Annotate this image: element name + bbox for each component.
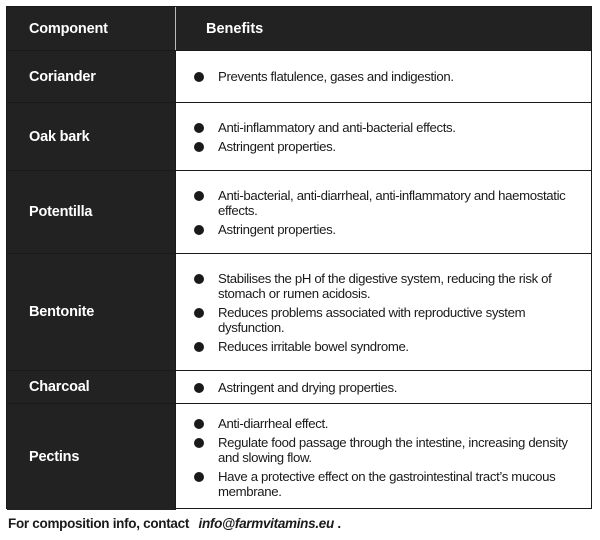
benefit-item: [188, 416, 577, 431]
table-row: [7, 170, 591, 253]
component-name: Bentonite: [7, 254, 175, 370]
bullet-icon: [194, 383, 204, 393]
header-benefits: Benefits: [175, 7, 591, 50]
benefit-text: Prevents flatulence, gases and indigestion.: [218, 69, 454, 84]
benefit-text: Regulate food passage through the intestine, increasing density and slowing flow.: [218, 434, 568, 465]
benefit-item: [188, 339, 577, 354]
bullet-icon: [194, 225, 204, 235]
benefit-text: Astringent properties.: [218, 221, 336, 237]
benefit-text: Anti-bacterial, anti-diarrheal, anti-inflammatory and haemostatic effects.: [218, 187, 566, 218]
table-row: [7, 370, 591, 403]
bullet-icon: [194, 142, 204, 152]
bullet-icon: [194, 419, 204, 429]
benefit-item: [188, 120, 577, 135]
table-row: [7, 253, 591, 370]
component-name: Pectins: [7, 404, 175, 510]
footer-email[interactable]: info@farmvitamins.eu: [198, 516, 334, 531]
table-header: [7, 7, 591, 50]
header-component: Component: [7, 7, 175, 50]
benefit-item: [188, 380, 577, 395]
benefit-item: [188, 305, 577, 335]
benefits-cell: [175, 103, 591, 170]
table-row: [7, 102, 591, 170]
benefits-cell: [175, 404, 591, 510]
benefit-item: [188, 69, 577, 84]
bullet-icon: [194, 438, 204, 448]
benefit-item: [188, 469, 577, 499]
benefit-item: [188, 139, 577, 154]
bullet-icon: [194, 472, 204, 482]
benefit-text: Anti-inflammatory and anti-bacterial effects.: [218, 119, 456, 135]
benefit-item: [188, 222, 577, 237]
bullet-icon: [194, 123, 204, 133]
benefits-cell: [175, 254, 591, 370]
component-name: Coriander: [7, 51, 175, 102]
benefits-cell: [175, 171, 591, 253]
bullet-icon: [194, 342, 204, 352]
benefit-text: Stabilises the pH of the digestive system, reducing the risk of stomach or rumen acidosis.: [218, 270, 552, 301]
component-name: Potentilla: [7, 171, 175, 253]
benefit-item: [188, 271, 577, 301]
benefits-table: [6, 6, 592, 509]
contact-footer: [8, 516, 341, 531]
benefit-text: Have a protective effect on the gastrointestinal tract’s mucous membrane.: [218, 468, 556, 499]
benefit-text: Astringent properties.: [218, 138, 336, 154]
benefit-text: Reduces problems associated with reproductive system dysfunction.: [218, 304, 526, 335]
benefit-item: [188, 435, 577, 465]
benefit-text: Astringent and drying properties.: [218, 379, 398, 395]
component-name: Charcoal: [7, 371, 175, 403]
bullet-icon: [194, 72, 204, 82]
bullet-icon: [194, 274, 204, 284]
bullet-icon: [194, 308, 204, 318]
table-row: [7, 50, 591, 102]
component-name: Oak bark: [7, 103, 175, 170]
benefit-text: Reduces irritable bowel syndrome.: [218, 338, 409, 354]
table-row: [7, 403, 591, 510]
footer-text: For composition info, contact: [8, 516, 190, 531]
benefit-item: [188, 188, 577, 218]
benefits-cell: [175, 51, 591, 102]
benefit-text: Anti-diarrheal effect.: [218, 415, 329, 431]
benefits-cell: [175, 371, 591, 403]
bullet-icon: [194, 191, 204, 201]
footer-suffix: .: [337, 516, 341, 531]
